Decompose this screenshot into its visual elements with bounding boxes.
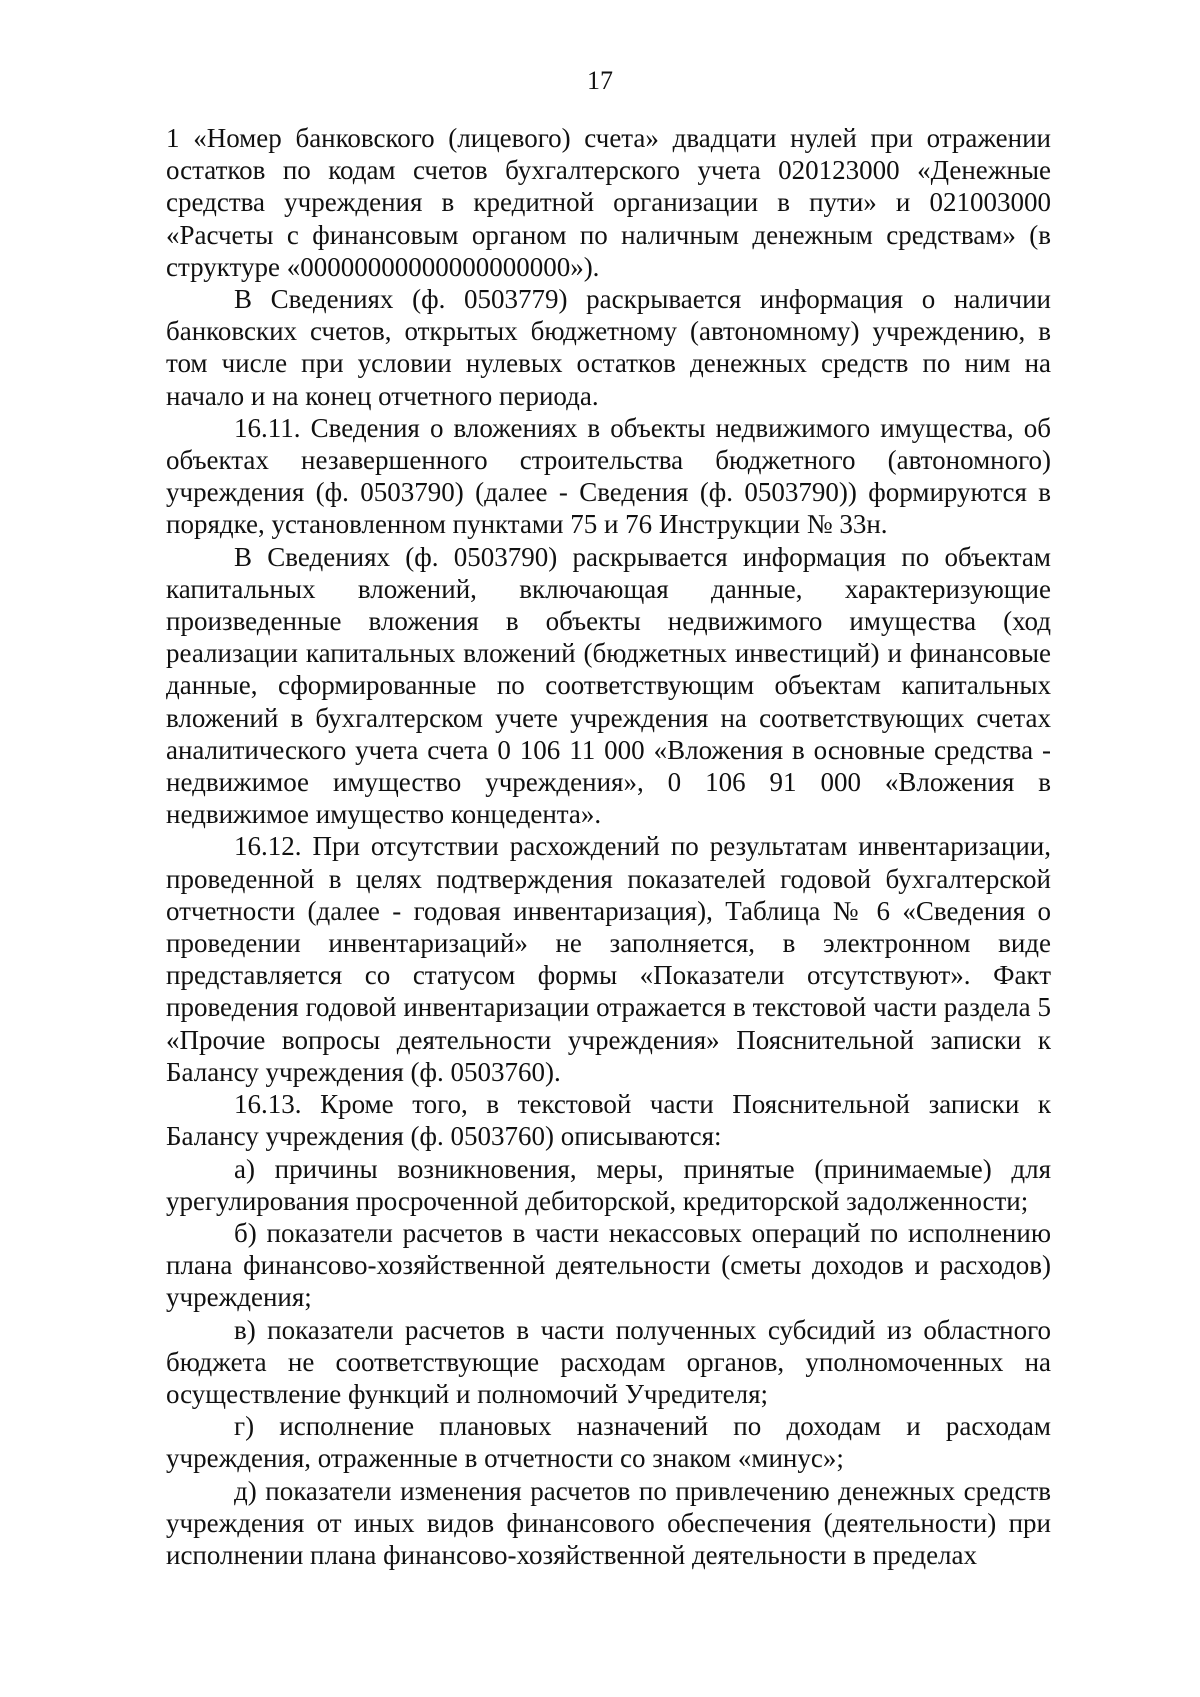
paragraph-16-11: 16.11. Сведения о вложениях в объекты недвижимого имущества, об объектах незавершенного строительства бюджетного (автономного) учреждения (ф. 0503790) (далее - Сведения (ф. 0503790)) формируются в порядке, установленном пунктами 75 и 76 Инструкции № 33н. — [166, 412, 1051, 540]
page-number: 17 — [587, 66, 613, 95]
document-body — [166, 122, 1051, 1571]
paragraph-16-13: 16.13. Кроме того, в текстовой части Пояснительной записки к Балансу учреждения (ф. 0503760) описываются: — [166, 1089, 1051, 1152]
paragraph-16-12: 16.12. При отсутствии расхождений по результатам инвентаризации, проведенной в целях подтверждения показателей годовой бухгалтерской отчетности (далее - годовая инвентаризация), Таблица № 6 «Сведения о проведении инвентаризаций» не заполняется, в электронном виде представляется со статусом формы «Показатели отсутствуют». Факт проведения годовой инвентаризации отражается в текстовой части раздела 5 «Прочие вопросы деятельности учреждения» Пояснительной записки к Балансу учреждения (ф. 0503760). — [166, 831, 1051, 1087]
paragraph-account-number-zeros: 1 «Номер банковского (лицевого) счета» двадцати нулей при отражении остатков по кодам счетов бухгалтерского учета 020123000 «Денежные средства учреждения в кредитной организации в пути» и 021003000 «Расчеты с финансовым органом по наличным денежным средствам» (в структуре «00000000000000000000»). — [166, 123, 1051, 282]
list-item-v: в) показатели расчетов в части полученных субсидий из областного бюджета не соответствующие расходам органов, уполномоченных на осуществление функций и полномочий Учредителя; — [166, 1314, 1051, 1409]
list-item-a: а) причины возникновения, меры, принятые (принимаемые) для урегулирования просроченной дебиторской, кредиторской задолженности; — [166, 1153, 1051, 1216]
list-item-g: г) исполнение плановых назначений по доходам и расходам учреждения, отраженные в отчетности со знаком «минус»; — [166, 1411, 1051, 1474]
list-item-d: д) показатели изменения расчетов по привлечению денежных средств учреждения от иных видов финансового обеспечения (деятельности) при исполнении плана финансово-хозяйственной деятельности в пределах — [166, 1475, 1051, 1570]
paragraph-form-0503790: В Сведениях (ф. 0503790) раскрывается информация по объектам капитальных вложений, включающая данные, характеризующие произведенные вложения в объекты недвижимого имущества (ход реализации капитальных вложений (бюджетных инвестиций) и финансовые данные, сформированные по соответствующим объектам капитальных вложений в бухгалтерском учете учреждения на соответствующих счетах аналитического учета счета 0 106 11 000 «Вложения в основные средства - недвижимое имущество учреждения», 0 106 91 000 «Вложения в недвижимое имущество концедента». — [166, 541, 1051, 830]
paragraph-form-0503779: В Сведениях (ф. 0503779) раскрывается информация о наличии банковских счетов, открытых бюджетному (автономному) учреждению, в том числе при условии нулевых остатков денежных средств по ним на начало и на конец отчетного периода. — [166, 284, 1051, 411]
list-item-b: б) показатели расчетов в части некассовых операций по исполнению плана финансово-хозяйственной деятельности (сметы доходов и расходов) учреждения; — [166, 1217, 1051, 1313]
